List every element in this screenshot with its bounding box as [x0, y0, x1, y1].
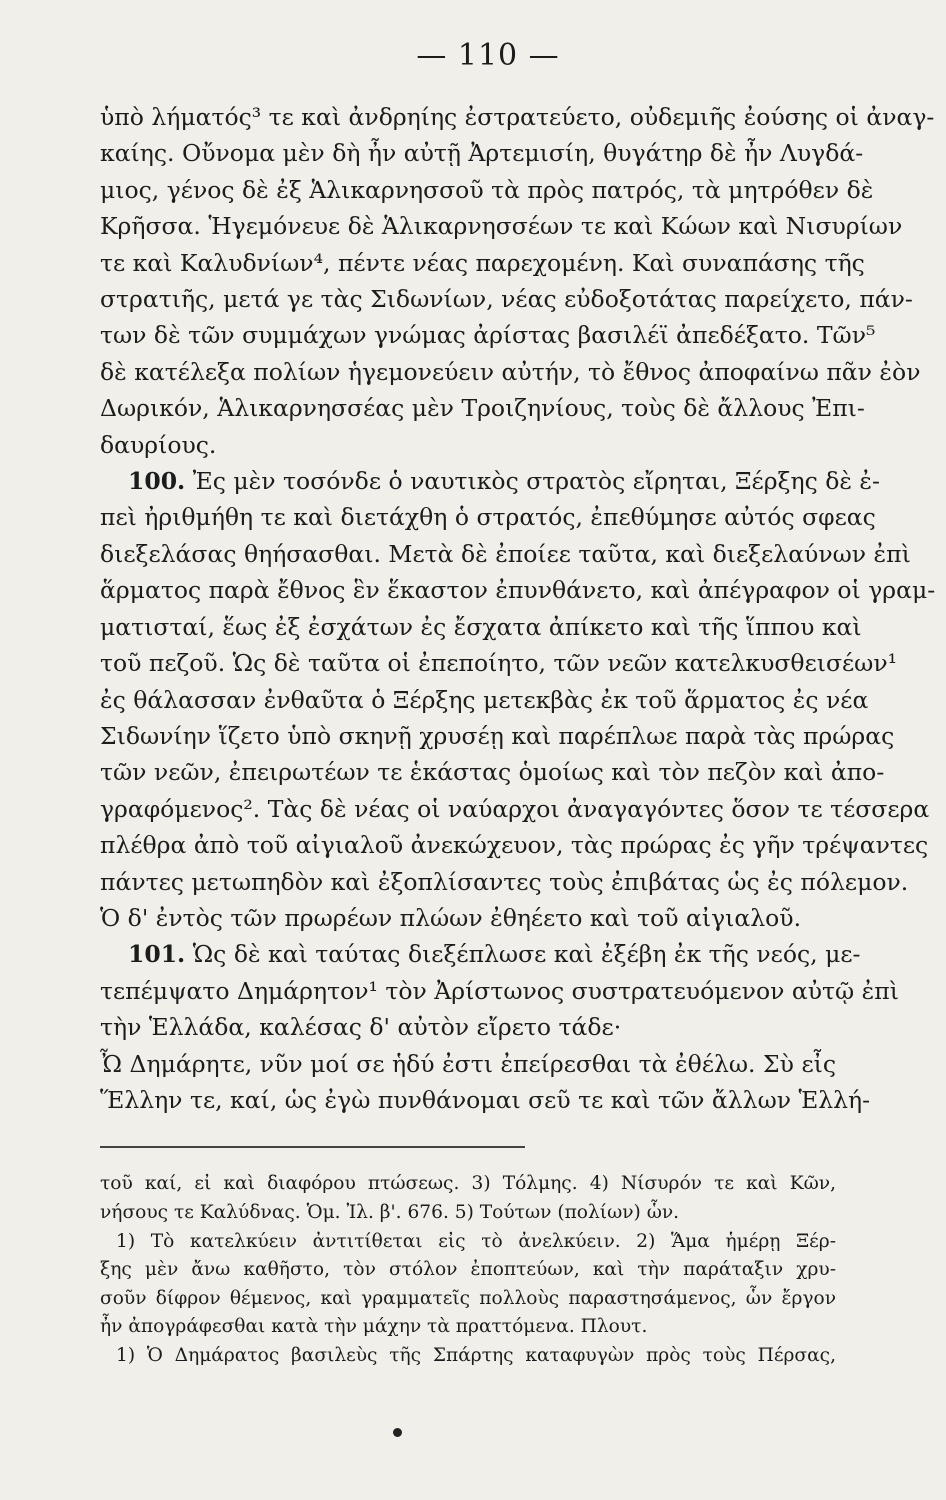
text-line: δὲ κατέλεξα πολίων ἡγεμονεύειν αὐτήν, τὸ ἔθνος ἀποφαίνω πᾶν ἐὸν [100, 357, 921, 386]
text-line: τε καὶ Καλυδνίων⁴, πέντε νέας παρεχομένη. Καὶ συναπάσης τῆς [100, 248, 865, 277]
footnote-line: 1) Ὁ Δημάρατος βασιλεὺς τῆς Σπάρτης καταφυγὼν πρὸς τοὺς Πέρσας, [116, 1344, 836, 1366]
text-line: πλέθρα ἀπὸ τοῦ αἰγιαλοῦ ἀνεκώχευον, τὰς πρώρας ἐς γῆν τρέψαντες [100, 831, 929, 860]
section-number: 101. [128, 940, 186, 969]
text-line: Δωρικόν, Ἁλικαρνησσέας μὲν Τροιζηνίους, τοὺς δὲ ἄλλους Ἐπι- [100, 394, 865, 423]
text-line: ἅρματος παρὰ ἔθνος ἓν ἕκαστον ἐπυνθάνετο, καὶ ἀπέγραφον οἱ γραμ- [100, 576, 936, 605]
text-line: τεπέμψατο Δημάρητον¹ τὸν Ἀρίστωνος συστρατευόμενον αὐτῷ ἐπὶ [100, 976, 899, 1005]
signature-mark [393, 1428, 402, 1437]
footnote-divider [100, 1146, 525, 1148]
text-line: των δὲ τῶν συμμάχων γνώμας ἀρίστας βασιλέϊ ἀπεδέξατο. Τῶν⁵ [100, 321, 876, 350]
text-line: Σιδωνίην ἵζετο ὑπὸ σκηνῇ χρυσέῃ καὶ παρέπλωε παρὰ τὰς πρώρας [100, 721, 895, 750]
text-line: ματισταί, ἕως ἐξ ἐσχάτων ἐς ἔσχατα ἀπίκετο καὶ τῆς ἵππου καὶ [100, 612, 862, 641]
text-line: Ἕλλην τε, καί, ὡς ἐγὼ πυνθάνομαι σεῦ τε καὶ τῶν ἄλλων Ἑλλή- [100, 1085, 871, 1114]
text-line: τῶν νεῶν, ἐπειρωτέων τε ἑκάστας ὁμοίως καὶ τὸν πεζὸν καὶ ἀπο- [100, 758, 885, 787]
footnotes [100, 1170, 836, 1370]
footnote-line: ἦν ἀπογράφεσθαι κατὰ τὴν μάχην τὰ πραττόμενα. Πλουτ. [100, 1316, 648, 1338]
footnote-line: σοῦν δίφρον θέμενος, καὶ γραμματεῖς πολλοὺς παραστησάμενος, ὧν ἔργον [100, 1287, 836, 1309]
text-line: Ὦ Δημάρητε, νῦν μοί σε ἡδύ ἐστι ἐπείρεσθαι τὰ ἐθέλω. Σὺ εἶς [100, 1049, 836, 1078]
text-line: Κρῆσσα. Ἡγεμόνευε δὲ Ἁλικαρνησσέων τε καὶ Κώων καὶ Νισυρίων [100, 212, 903, 241]
text-line: τὴν Ἑλλάδα, καλέσας δ' αὐτὸν εἴρετο τάδε· [100, 1013, 622, 1042]
text-line: μιος, γένος δὲ ἐξ Ἁλικαρνησσοῦ τὰ πρὸς πατρός, τὰ μητρόθεν δὲ [100, 175, 874, 204]
text-line: στρατιῆς, μετά γε τὰς Σιδωνίων, νέας εὐδοξοτάτας παρείχετο, πάν- [100, 285, 913, 314]
section-text: Ἐς μὲν τοσόνδε ὁ ναυτικὸς στρατὸς εἴρηται, Ξέρξης δὲ ἐ- [192, 467, 880, 496]
text-line: δαυρίους. [100, 430, 217, 459]
section-100-first-line [100, 463, 880, 499]
main-text [100, 99, 936, 1118]
text-line: γραφόμενος². Τὰς δὲ νέας οἱ ναύαρχοι ἀναγαγόντες ὅσον τε τέσσερα [100, 794, 930, 823]
text-line: Ὁ δ' ἐντὸς τῶν πρωρέων πλώων ἐθηέετο καὶ τοῦ αἰγιαλοῦ. [100, 903, 802, 932]
text-line: ἐς θάλασσαν ἐνθαῦτα ὁ Ξέρξης μετεκβὰς ἐκ τοῦ ἅρματος ἐς νέα [100, 685, 869, 714]
text-line: πάντες μετωπηδὸν καὶ ἐξοπλίσαντες τοὺς ἐπιβάτας ὡς ἐς πόλεμον. [100, 867, 909, 896]
section-number: 100. [128, 467, 186, 496]
text-line: πεὶ ἠριθμήθη τε καὶ διετάχθη ὁ στρατός, ἐπεθύμησε αὐτός σφεας [100, 503, 876, 532]
text-line: διεξελάσας θηήσασθαι. Μετὰ δὲ ἐποίεε ταῦτα, καὶ διεξελαύνων ἐπὶ [100, 539, 911, 568]
text-line: ὑπὸ λήματός³ τε καὶ ἀνδρηίης ἐστρατεύετο, οὐδεμιῆς ἐούσης οἱ ἀναγ- [100, 103, 935, 131]
text-line: καίης. Οὔνομα μὲν δὴ ἦν αὐτῇ Ἀρτεμισίη, θυγάτηρ δὲ ἦν Λυγδά- [100, 139, 864, 168]
page-number: — 110 — [416, 38, 560, 73]
footnote-line: νήσους τε Καλύδνας. Ὁμ. Ἰλ. β'. 676. 5) Τούτων (πολίων) ὧν. [100, 1201, 680, 1223]
section-text: Ὡς δὲ καὶ ταύτας διεξέπλωσε καὶ ἐξέβη ἐκ τῆς νεός, με- [192, 940, 861, 969]
footnote-line: 1) Τὸ κατελκύειν ἀντιτίθεται εἰς τὸ ἀνελκύειν. 2) Ἅμα ἡμέρῃ Ξέρ- [116, 1230, 836, 1252]
footnote-line: τοῦ καί, εἰ καὶ διαφόρου πτώσεως. 3) Τόλμης. 4) Νίσυρόν τε καὶ Κῶν, [100, 1173, 836, 1195]
footnote-line: ξης μὲν ἄνω καθῆστο, τὸν στόλον ἐποπτεύων, καὶ τὴν παράταξιν χρυ- [100, 1259, 836, 1281]
text-line: τοῦ πεζοῦ. Ὡς δὲ ταῦτα οἱ ἐπεποίητο, τῶν νεῶν κατελκυσθεισέων¹ [100, 649, 898, 678]
section-101-first-line [100, 936, 861, 972]
